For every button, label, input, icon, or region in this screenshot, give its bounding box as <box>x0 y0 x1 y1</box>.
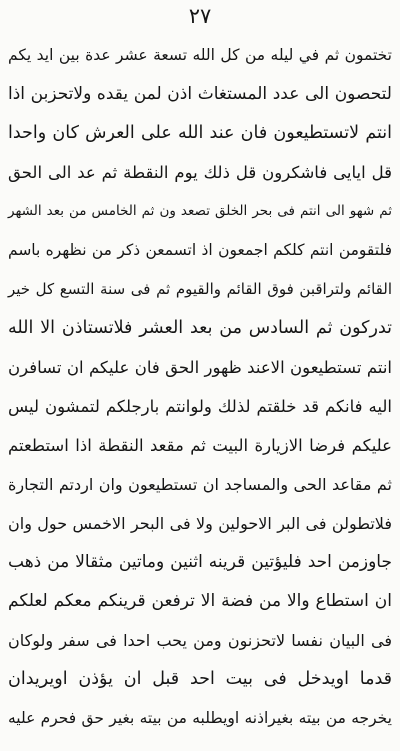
text-line: تدركون ثم السادس من بعد العشر فلاتستاذن الا الله <box>8 318 392 338</box>
text-line: ان استطاع والا من فضة الا ترفعن قرينكم معكم لعلكم <box>8 591 392 611</box>
text-line: ثم مقاعد الحى والمساجد ان تستطيعون وان اردتم التجارة <box>8 475 392 494</box>
text-line: لتحصون الى عدد المستغاث اذن لمن يقده ولاتحزبن اذا <box>8 84 392 104</box>
text-line: فلاتطولن فى البر الاحولين ولا فى البحر الاخمس حول وان <box>8 514 392 533</box>
manuscript-text <box>8 36 392 738</box>
page-number: ٢٧ <box>188 4 212 28</box>
text-line: يخرجه من بيته بغيراذنه اويطلبه من بيته بغير حق فحرم عليه <box>8 709 392 727</box>
text-line: قدما اويدخل فى بيت احد قبل ان يؤذن اويريدان <box>8 669 392 689</box>
text-line: عليكم فرضا الازيارة البيت ثم مقعد النقطة اذا استطعتم <box>8 436 392 455</box>
text-line: قل ايايى فاشكرون قل ذلك يوم النقطة ثم عد الى الحق <box>8 163 392 182</box>
text-line: انتم لاتستطيعون فان عند الله على العرش كان واحدا <box>8 123 392 143</box>
text-line: اليه فانكم قد خلقتم لذلك ولوانتم بارجلكم لتمشون ليس <box>8 397 392 416</box>
text-line: القائم ولتراقبن فوق القائم والقيوم ثم فى سنة التسع كل خير <box>8 280 392 298</box>
text-line: تختمون ثم في ليله من كل الله تسعة عشر عدة بين ايد يكم <box>8 46 392 64</box>
text-line: جاوزمن احد فليؤتين قرينه اثنين وماتين مثقالا من ذهب <box>8 552 392 572</box>
text-line: انتم تستطيعون الاعند ظهور الحق فان عليكم ان تسافرن <box>8 358 392 377</box>
text-line: فى البيان نفسا لاتحزنون ومن يحب احدا فى سفر ولوكان <box>8 631 392 650</box>
text-line: ثم شهو الى انتم فى بحر الخلق تصعد ون ثم الخامس من بعد الشهر <box>8 203 392 219</box>
text-line: فلتقومن انتم كلكم اجمعون اذ اتسمعن ذكر من نظهره باسم <box>8 241 392 259</box>
